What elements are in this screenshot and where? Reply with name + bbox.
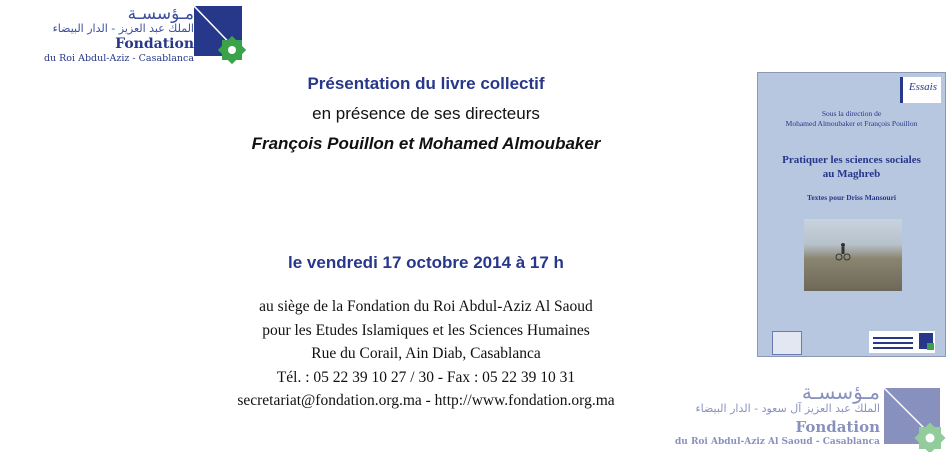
book-direction-line: Sous la direction de — [821, 109, 882, 118]
presentation-title: Présentation du livre collectif — [307, 74, 545, 93]
event-date: le vendredi 17 octobre 2014 à 17 h — [288, 253, 564, 272]
foundation-logo — [8, 4, 258, 66]
address-line: pour les Etudes Islamiques et les Sciences Humaines — [262, 322, 590, 339]
cyclist-image — [804, 219, 902, 291]
presentation-subtitle: en présence de ses directeurs — [312, 104, 540, 123]
foundation-logo-watermark — [674, 380, 950, 454]
book-direction-line: Mohamed Almoubaker et François Pouillon — [785, 118, 918, 128]
book-title-line: au Maghreb — [822, 168, 881, 181]
logo-arabic-name: مـؤسسـة — [801, 380, 880, 404]
cover-photo — [804, 219, 902, 291]
address-line: Rue du Corail, Ain Diab, Casablanca — [311, 345, 541, 362]
address-line: au siège de la Fondation du Roi Abdul-Aziz Al Saoud — [259, 298, 593, 315]
contact-line: secretariat@fondation.org.ma - http://www.fondation.org.ma — [237, 392, 615, 409]
logo-name: Fondation — [115, 36, 194, 52]
logo-subtitle: du Roi Abdul-Aziz - Casablanca — [43, 53, 194, 64]
book-subtitle: Textes pour Driss Mansouri — [807, 193, 896, 202]
book-cover — [757, 72, 946, 357]
logo-arabic-subtitle: الملك عبد العزيز آل سعود - الدار البيضاء — [695, 402, 880, 415]
foundation-emblem-icon — [194, 6, 248, 64]
phone-fax-line: Tél. : 05 22 39 10 27 / 30 - Fax : 05 22 39 10 31 — [276, 369, 576, 386]
logo-arabic-subtitle: الملك عبد العزيز - الدار البيضاء — [52, 22, 194, 35]
logo-arabic-name: مـؤسسـة — [127, 4, 194, 24]
foundation-emblem-icon — [884, 388, 946, 452]
logo-subtitle: du Roi Abdul-Aziz Al Saoud - Casablanca — [674, 437, 880, 447]
book-direction — [758, 109, 945, 129]
publisher-logo-icon — [869, 331, 935, 353]
series-label: Essais — [908, 81, 937, 93]
book-title-line: Pratiquer les sciences sociales — [782, 154, 921, 166]
publisher-logo-left — [772, 331, 802, 355]
directors-names: François Pouillon et Mohamed Almoubaker — [251, 134, 601, 153]
logo-name: Fondation — [795, 418, 880, 436]
book-title — [758, 153, 945, 182]
